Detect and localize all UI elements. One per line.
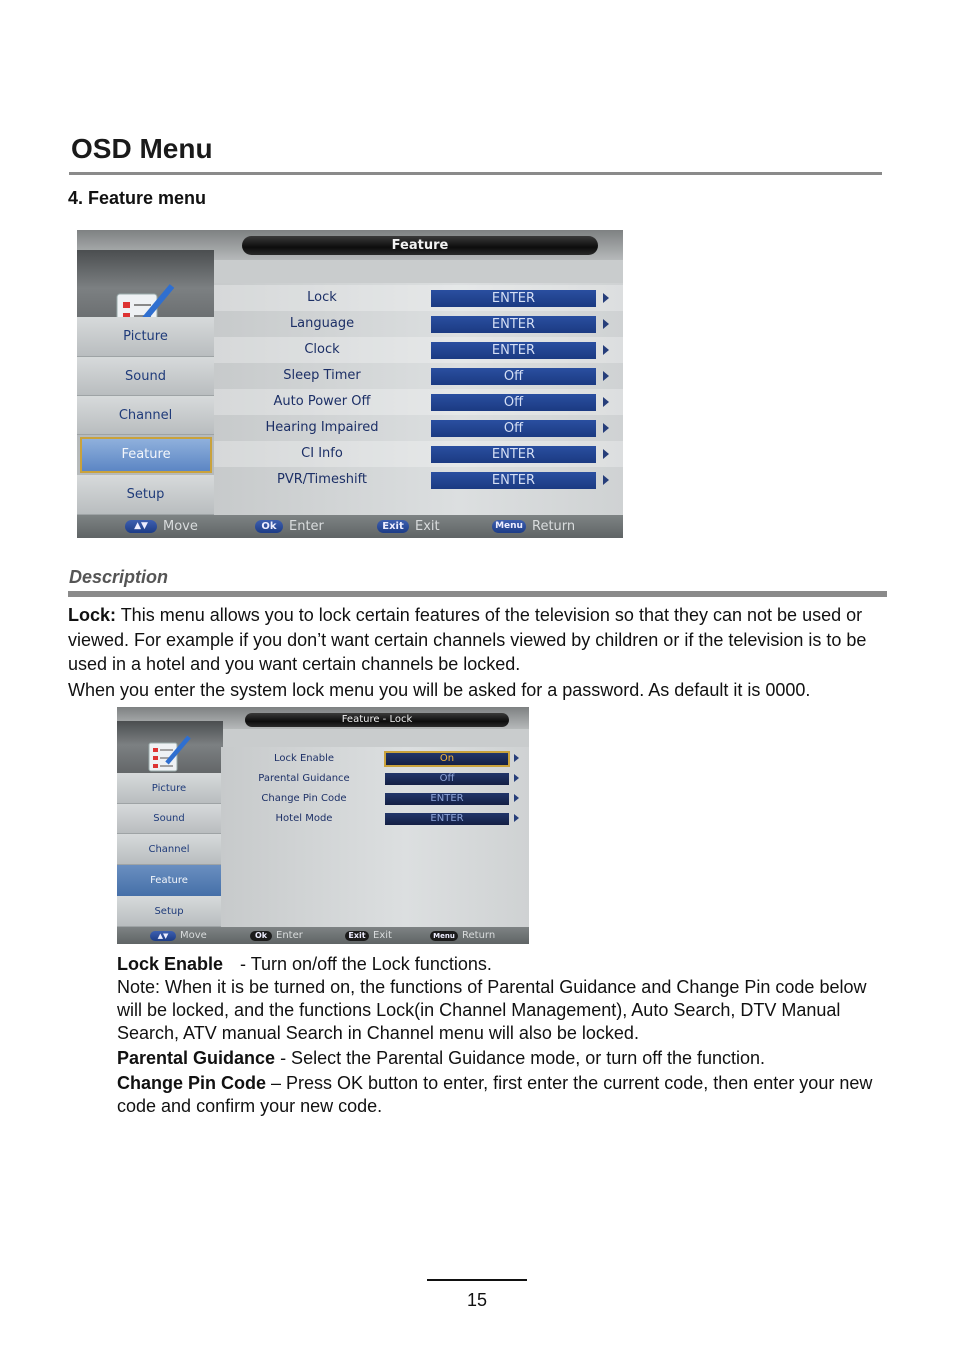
- menu-row-language[interactable]: [214, 311, 623, 337]
- feature-menu-screenshot: [77, 230, 623, 538]
- sidebar-item-picture[interactable]: Picture: [77, 317, 214, 357]
- menu-row-value[interactable]: Off: [431, 368, 596, 385]
- hint-exit: [345, 927, 392, 944]
- lock-enable-term: Lock Enable: [117, 954, 224, 974]
- page-number: 15: [466, 1290, 488, 1310]
- arrow-right-icon: [603, 397, 609, 407]
- osd-sidebar: [77, 317, 214, 515]
- arrow-right-icon: [603, 371, 609, 381]
- menu-row-label: Sleep Timer: [283, 368, 361, 383]
- menu-row-label: Change Pin Code: [261, 793, 347, 804]
- hint-return: [430, 927, 495, 944]
- arrow-right-icon: [514, 774, 519, 782]
- menu-row-label: Hearing Impaired: [265, 420, 379, 435]
- menu-row-label: Auto Power Off: [273, 394, 371, 409]
- menu-row-value[interactable]: ENTER: [385, 793, 509, 805]
- ok-key-icon: Ok: [255, 520, 283, 533]
- hint-enter: [250, 927, 303, 944]
- arrow-keys-icon: ▲▼: [125, 520, 157, 533]
- menu-row-label: Parental Guidance: [258, 773, 350, 784]
- menu-row-value[interactable]: On: [384, 751, 510, 767]
- menu-row-label: Lock: [307, 290, 337, 305]
- menu-row-label: Clock: [304, 342, 340, 357]
- change-pin-term: Change Pin Code: [117, 1073, 267, 1093]
- hint-label: Return: [532, 519, 576, 534]
- menu-row-label: Language: [289, 316, 355, 331]
- menu-row-value[interactable]: ENTER: [431, 342, 596, 359]
- arrow-right-icon: [514, 754, 519, 762]
- feature-lock-screenshot: [117, 707, 529, 944]
- sidebar-item-channel[interactable]: Channel: [77, 396, 214, 435]
- lock-term: Lock:: [68, 605, 117, 625]
- hint-return: [492, 515, 575, 538]
- osd-hint-bar: [117, 927, 529, 944]
- sidebar-item-feature[interactable]: Feature: [117, 865, 221, 896]
- menu-row-sleep-timer[interactable]: [214, 363, 623, 389]
- arrow-right-icon: [514, 794, 519, 802]
- arrow-right-icon: [603, 345, 609, 355]
- menu-row-lock-enable[interactable]: [221, 749, 529, 769]
- menu-row-pvr-timeshift[interactable]: [214, 467, 623, 493]
- arrow-right-icon: [603, 319, 609, 329]
- section-heading: 4. Feature menu: [68, 188, 207, 208]
- menu-row-value[interactable]: Off: [431, 394, 596, 411]
- parental-guidance-paragraph: [117, 1047, 877, 1070]
- hint-label: Enter: [289, 519, 324, 534]
- sidebar-item-setup[interactable]: Setup: [77, 475, 214, 515]
- lock-enable-desc: - Turn on/off the Lock functions.: [240, 954, 492, 974]
- sidebar-item-channel[interactable]: Channel: [117, 834, 221, 865]
- change-pin-desc: – Press OK button to enter, first enter the current code, then enter your new code and confirm your new code.: [117, 1073, 873, 1116]
- menu-row-label: CI Info: [301, 446, 343, 461]
- ok-key-icon: Ok: [250, 931, 272, 941]
- hint-label: Exit: [373, 930, 392, 941]
- menu-row-hearing-impaired[interactable]: [214, 415, 623, 441]
- parental-guidance-term: Parental Guidance: [117, 1048, 276, 1068]
- title-rule: [69, 172, 882, 175]
- hint-move: [125, 515, 198, 538]
- sidebar-item-sound[interactable]: Sound: [117, 804, 221, 834]
- osd-title-bar: Feature - Lock: [245, 713, 509, 727]
- hint-label: Move: [163, 519, 198, 534]
- page-number-rule: [427, 1279, 527, 1281]
- menu-row-value[interactable]: ENTER: [431, 290, 596, 307]
- osd-feature-icon-box: [117, 721, 223, 781]
- lock-enable-paragraph: [117, 953, 877, 976]
- menu-key-icon: Menu: [430, 931, 458, 941]
- checklist-pencil-icon: [117, 721, 223, 781]
- menu-row-change-pin-code[interactable]: [221, 789, 529, 809]
- note-paragraph: Note: When it is be turned on, the functions of Parental Guidance and Change Pin code below will be locked, and the functions Lock(in Channel Management), Auto Search, DTV Manual Search, ATV manual Search in Channel menu will also be locked.: [117, 977, 867, 1043]
- arrow-right-icon: [603, 449, 609, 459]
- menu-row-value[interactable]: ENTER: [431, 316, 596, 333]
- menu-row-label: PVR/Timeshift: [276, 472, 368, 487]
- arrow-right-icon: [603, 475, 609, 485]
- exit-key-icon: Exit: [345, 931, 369, 941]
- osd-sidebar: [117, 773, 221, 927]
- menu-key-icon: Menu: [492, 520, 526, 533]
- menu-row-clock[interactable]: [214, 337, 623, 363]
- change-pin-paragraph: [117, 1072, 877, 1118]
- hint-label: Move: [180, 930, 207, 941]
- arrow-right-icon: [603, 423, 609, 433]
- menu-row-parental-guidance[interactable]: [221, 769, 529, 789]
- hint-move: [150, 927, 207, 944]
- description-rule: [68, 591, 887, 597]
- menu-row-hotel-mode[interactable]: [221, 809, 529, 829]
- osd-title-bar: Feature: [242, 236, 598, 255]
- lock-body: This menu allows you to lock certain features of the television so that they can not be used or viewed. For example if you don’t want certain channels viewed by children or if the television is to be used in a hotel and you want certain channels be locked.: [68, 605, 867, 674]
- sidebar-item-sound[interactable]: Sound: [77, 357, 214, 396]
- hint-exit: [377, 515, 440, 538]
- lock-paragraph: [68, 603, 868, 677]
- hint-label: Exit: [415, 519, 440, 534]
- menu-row-auto-power-off[interactable]: [214, 389, 623, 415]
- arrow-right-icon: [603, 293, 609, 303]
- menu-row-label: Lock Enable: [273, 753, 335, 764]
- arrow-right-icon: [514, 814, 519, 822]
- menu-row-lock[interactable]: [214, 285, 623, 311]
- sidebar-item-picture[interactable]: Picture: [117, 773, 221, 804]
- menu-row-value[interactable]: ENTER: [385, 813, 509, 825]
- menu-row-ci-info[interactable]: [214, 441, 623, 467]
- menu-row-value[interactable]: Off: [431, 420, 596, 437]
- sidebar-item-feature[interactable]: Feature: [80, 437, 212, 473]
- hint-label: Enter: [276, 930, 303, 941]
- menu-row-value[interactable]: ENTER: [431, 446, 596, 463]
- osd-hint-bar: [77, 515, 623, 538]
- osd-main-panel: [214, 283, 623, 515]
- exit-key-icon: Exit: [377, 520, 409, 533]
- parental-guidance-desc: - Select the Parental Guidance mode, or turn off the function.: [275, 1048, 766, 1068]
- menu-row-label: Hotel Mode: [275, 813, 333, 824]
- sidebar-item-setup[interactable]: Setup: [117, 896, 221, 927]
- hint-label: Return: [462, 930, 496, 941]
- menu-row-value[interactable]: ENTER: [431, 472, 596, 489]
- osd-main-panel: [221, 747, 529, 927]
- arrow-keys-icon: ▲▼: [150, 931, 176, 941]
- password-paragraph: When you enter the system lock menu you will be asked for a password. As default it is 0000.: [68, 680, 811, 700]
- page-title: OSD Menu: [71, 133, 213, 164]
- description-heading: Description: [69, 567, 169, 587]
- hint-enter: [255, 515, 324, 538]
- menu-row-value[interactable]: Off: [385, 773, 509, 785]
